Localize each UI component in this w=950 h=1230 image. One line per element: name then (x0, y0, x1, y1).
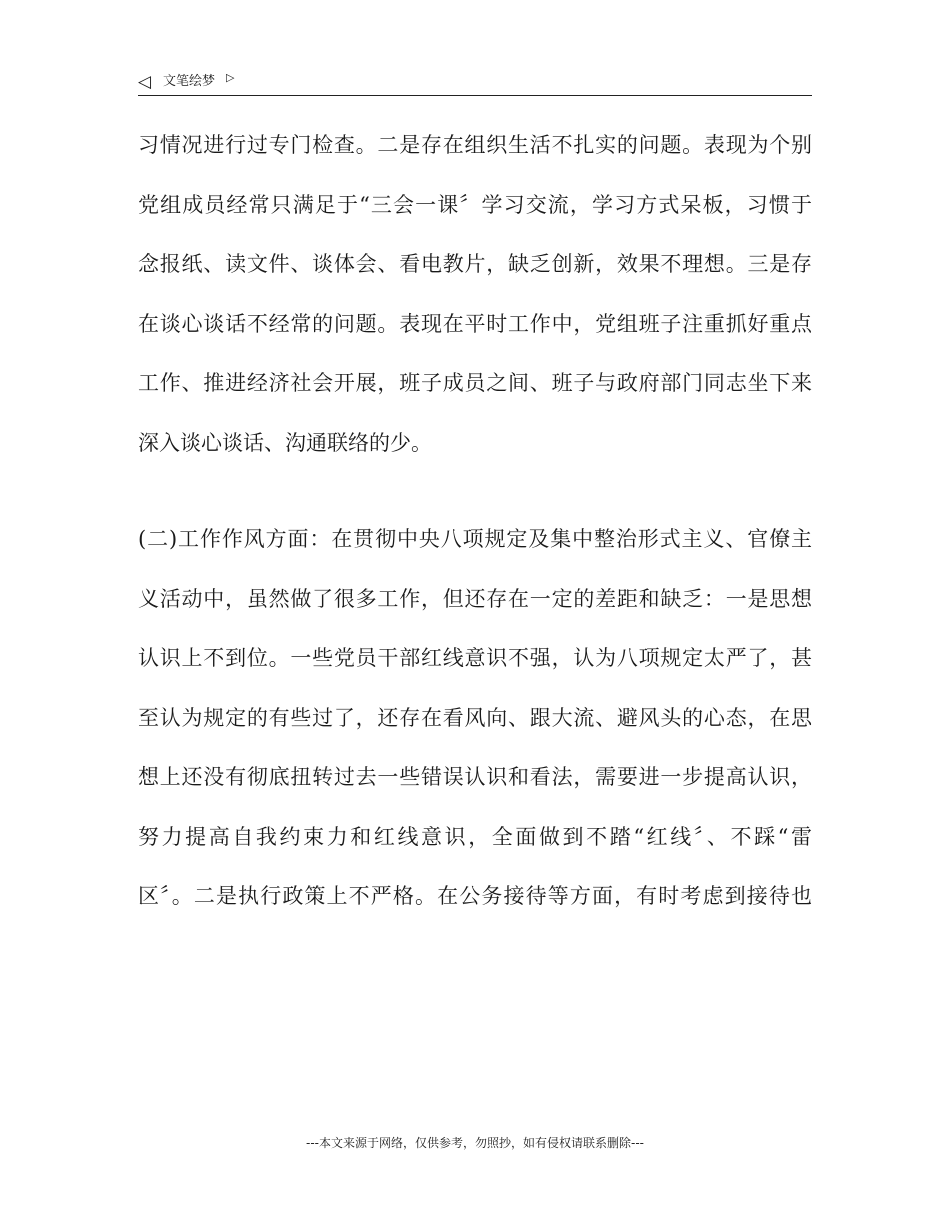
text-line: 努力提高自我约束力和红线意识，全面做到不踏“红线〞、不踩“雷 (138, 824, 812, 849)
footer-disclaimer: ---本文来源于网络，仅供参考，勿照抄，如有侵权请联系删除--- (306, 1136, 644, 1150)
text-line: 党组成员经常只满足于“三会一课〞学习交流，学习方式呆板，习惯于 (138, 192, 812, 217)
text-line: 在谈心谈话不经常的问题。表现在平时工作中，党组班子注重抓好重点 (138, 311, 812, 336)
text-line: 工作、推进经济社会开展，班子成员之间、班子与政府部门同志坐下来 (138, 371, 812, 395)
text-line: 深入谈心谈话、沟通联络的少。 (138, 430, 432, 455)
text-line: 至认为规定的有些过了，还存在看风向、跟大流、避风头的心态，在思 (138, 705, 812, 730)
paragraph-1 (138, 116, 812, 473)
triangle-right-icon: ▷ (226, 71, 235, 84)
text-line: 习情况进行过专门检查。二是存在组织生活不扎实的问题。表现为个别 (138, 133, 812, 157)
text-line: (二)工作作风方面：在贯彻中央八项规定及集中整治形式主义、官僚主 (138, 527, 812, 551)
text-line: 义活动中，虽然做了很多工作，但还存在一定的差距和缺乏：一是思想 (138, 586, 812, 611)
paragraph-gap (138, 473, 812, 510)
header-title: 文笔绘梦 (163, 74, 216, 89)
page-header (138, 70, 812, 96)
document-body (138, 116, 812, 927)
text-line: 区〞。二是执行政策上不严格。在公务接待等方面，有时考虑到接待也 (138, 884, 812, 908)
text-line: 想上还没有彻底扭转过去一些错误认识和看法，需要进一步提高认识， (138, 765, 812, 789)
triangle-left-icon: ◁ (138, 72, 152, 92)
paragraph-2 (138, 510, 812, 927)
text-line: 念报纸、读文件、谈体会、看电教片，缺乏创新，效果不理想。三是存 (138, 252, 812, 276)
text-line: 认识上不到位。一些党员干部红线意识不强，认为八项规定太严了，甚 (138, 646, 812, 670)
